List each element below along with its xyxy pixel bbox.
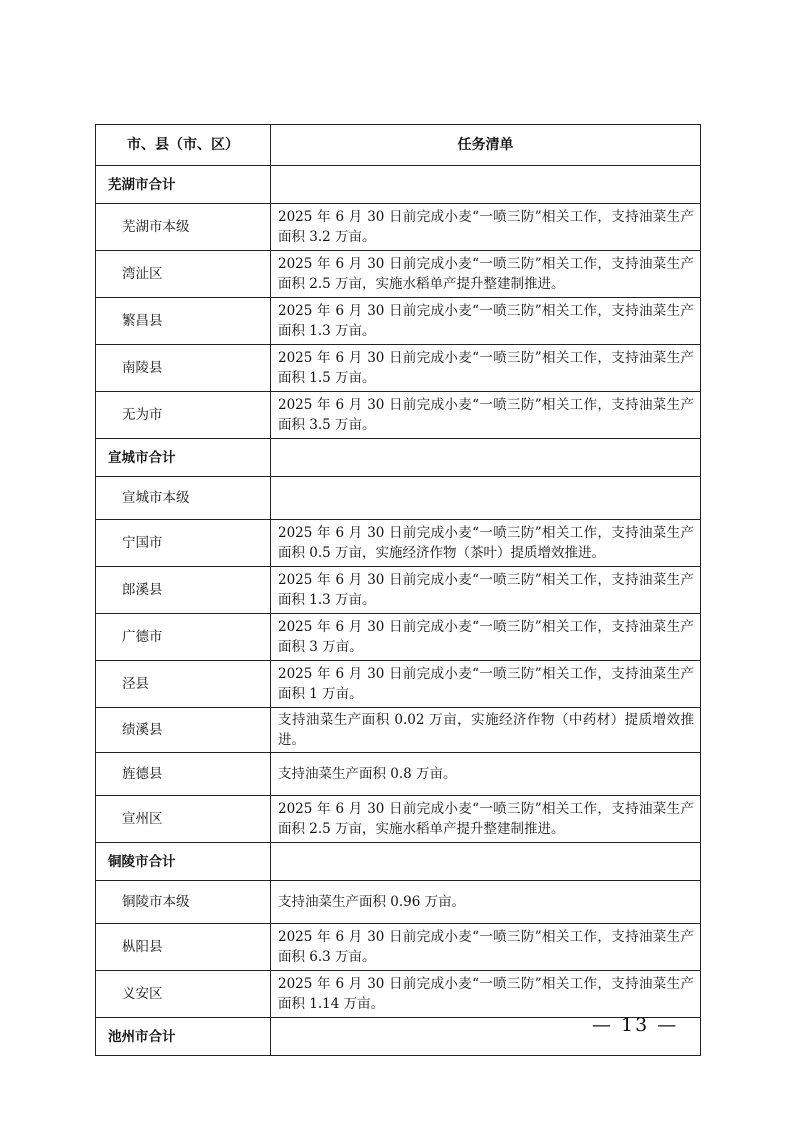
region-name-cell: 郎溪县 [96,567,271,614]
table-row [96,204,701,251]
table-row [96,345,701,392]
task-cell: 2025 年 6 月 30 日前完成小麦“一喷三防”相关工作，支持油菜生产面积 3.2 万亩。 [271,204,701,251]
table-row [96,520,701,567]
city-total-row [96,439,701,477]
region-name-cell: 芜湖市本级 [96,204,271,251]
task-cell: 2025 年 6 月 30 日前完成小麦“一喷三防”相关工作，支持油菜生产面积 1.14 万亩。 [271,971,701,1018]
region-name-cell: 湾沚区 [96,251,271,298]
region-name-cell: 宣城市合计 [96,439,271,477]
region-name-cell: 芜湖市合计 [96,166,271,204]
region-name-cell: 宁国市 [96,520,271,567]
task-cell: 2025 年 6 月 30 日前完成小麦“一喷三防”相关工作，支持油菜生产面积 1.3 万亩。 [271,298,701,345]
task-cell [271,477,701,520]
city-total-row [96,166,701,204]
header-region: 市、县（市、区） [96,125,271,166]
table-row [96,971,701,1018]
table-row [96,567,701,614]
table-row [96,251,701,298]
task-cell: 2025 年 6 月 30 日前完成小麦“一喷三防”相关工作，支持油菜生产面积 6.3 万亩。 [271,924,701,971]
region-name-cell: 旌德县 [96,753,271,796]
city-total-row [96,843,701,881]
task-cell: 支持油菜生产面积 0.96 万亩。 [271,881,701,924]
table-body [96,166,701,1056]
task-cell [271,843,701,881]
table-row [96,924,701,971]
table-row [96,298,701,345]
table-row [96,614,701,661]
task-cell: 2025 年 6 月 30 日前完成小麦“一喷三防”相关工作，支持油菜生产面积 2.5 万亩，实施水稻单产提升整建制推进。 [271,251,701,298]
table-row [96,661,701,708]
region-name-cell: 广德市 [96,614,271,661]
region-name-cell: 繁昌县 [96,298,271,345]
region-name-cell: 宣城市本级 [96,477,271,520]
task-list-table [95,124,701,1056]
table-row [96,392,701,439]
task-cell: 支持油菜生产面积 0.02 万亩，实施经济作物（中药材）提质增效推进。 [271,708,701,753]
task-cell: 2025 年 6 月 30 日前完成小麦“一喷三防”相关工作，支持油菜生产面积 1.3 万亩。 [271,567,701,614]
region-name-cell: 铜陵市本级 [96,881,271,924]
task-cell: 2025 年 6 月 30 日前完成小麦“一喷三防”相关工作，支持油菜生产面积 3.5 万亩。 [271,392,701,439]
page-number: — 13 — [592,1014,679,1036]
table-row [96,477,701,520]
header-task-list: 任务清单 [271,125,701,166]
region-name-cell: 南陵县 [96,345,271,392]
region-name-cell: 铜陵市合计 [96,843,271,881]
task-cell: 2025 年 6 月 30 日前完成小麦“一喷三防”相关工作，支持油菜生产面积 1.5 万亩。 [271,345,701,392]
region-name-cell: 宣州区 [96,796,271,843]
task-cell: 2025 年 6 月 30 日前完成小麦“一喷三防”相关工作，支持油菜生产面积 1 万亩。 [271,661,701,708]
table-header-row [96,125,701,166]
task-cell: 支持油菜生产面积 0.8 万亩。 [271,753,701,796]
table-row [96,708,701,753]
task-cell [271,439,701,477]
task-cell: 2025 年 6 月 30 日前完成小麦“一喷三防”相关工作，支持油菜生产面积 2.5 万亩，实施水稻单产提升整建制推进。 [271,796,701,843]
region-name-cell: 绩溪县 [96,708,271,753]
region-name-cell: 池州市合计 [96,1018,271,1056]
table-row [96,753,701,796]
task-cell [271,166,701,204]
task-cell: 2025 年 6 月 30 日前完成小麦“一喷三防”相关工作，支持油菜生产面积 3 万亩。 [271,614,701,661]
task-cell: 2025 年 6 月 30 日前完成小麦“一喷三防”相关工作，支持油菜生产面积 0.5 万亩，实施经济作物（茶叶）提质增效推进。 [271,520,701,567]
table-row [96,796,701,843]
region-name-cell: 泾县 [96,661,271,708]
region-name-cell: 无为市 [96,392,271,439]
region-name-cell: 义安区 [96,971,271,1018]
table-row [96,881,701,924]
region-name-cell: 枞阳县 [96,924,271,971]
